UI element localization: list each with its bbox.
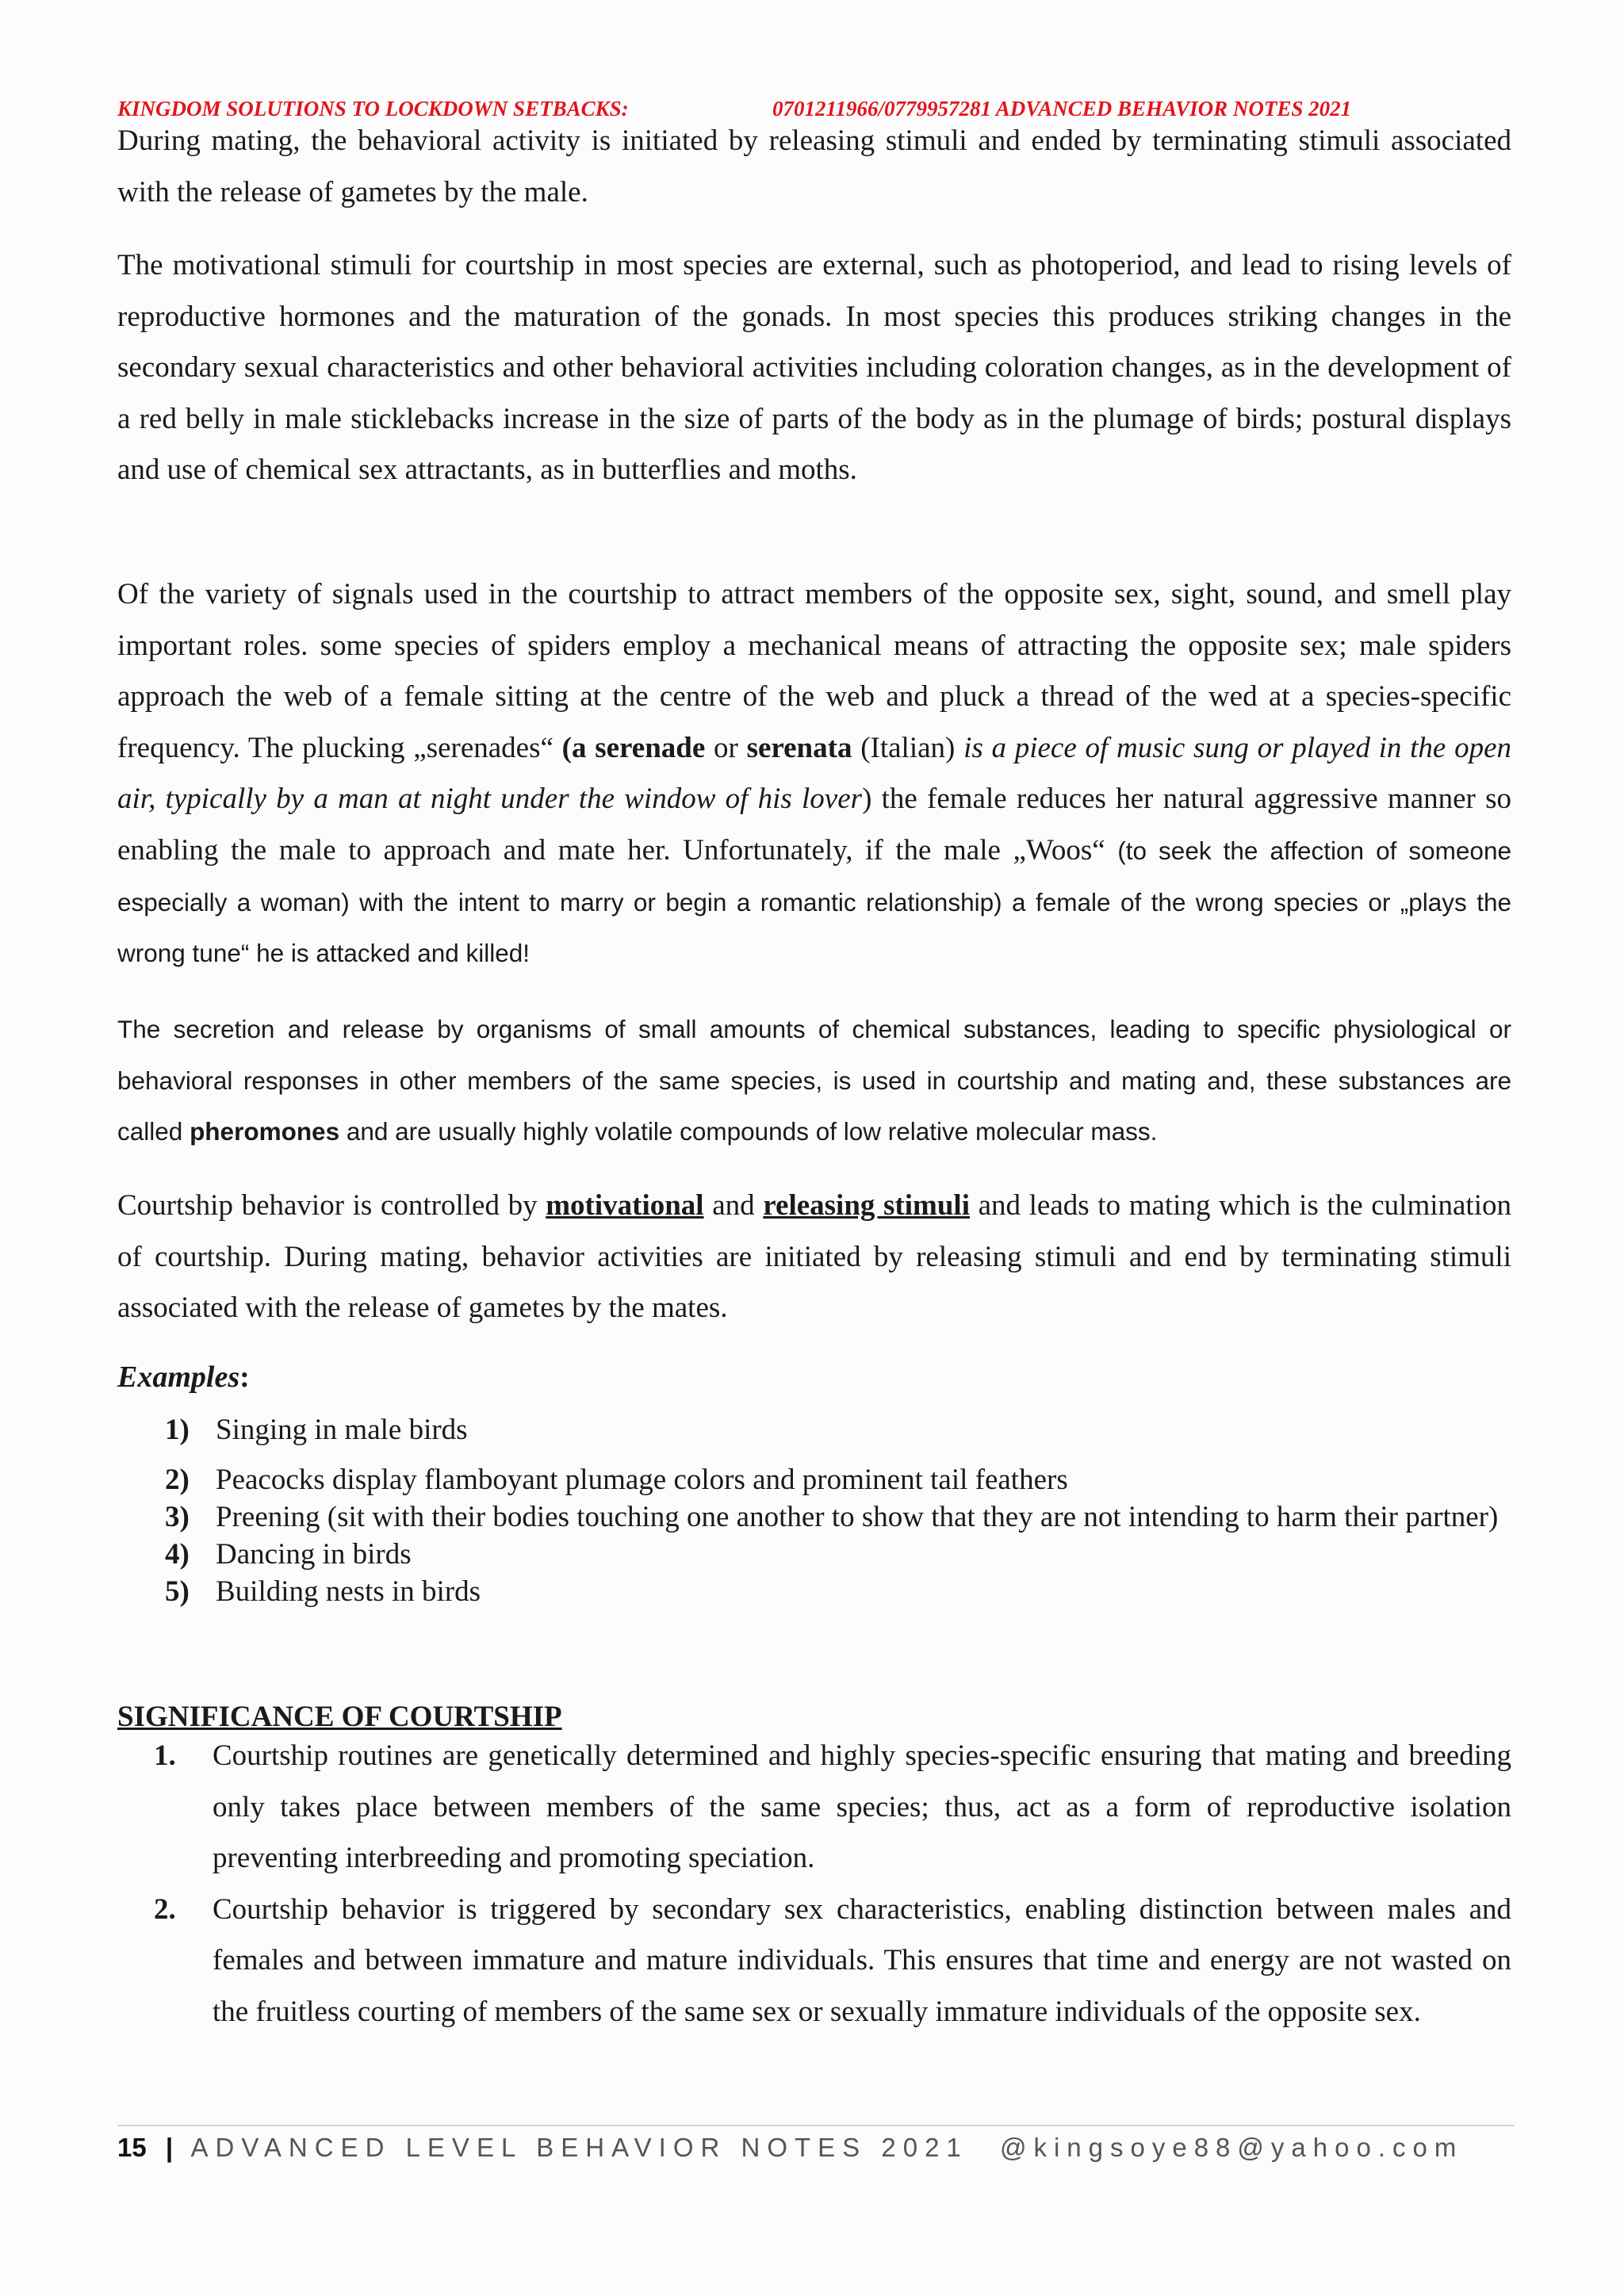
significance-heading: SIGNIFICANCE OF COURTSHIP: [117, 1701, 562, 1733]
paragraph-courtship-control: [117, 1181, 1511, 1334]
italian-text: (Italian): [852, 731, 964, 764]
control-continued: and leads to mating which is the culmination of courtship. During mating, behavior activities are initiated by releasing stimuli and end by terminating stimuli associated with the release of gametes by the mates.: [117, 1189, 1511, 1325]
header-contact: 0701211966/0779957281 ADVANCED BEHAVIOR NOTES 2021: [772, 97, 1352, 121]
list-number: 2): [165, 1464, 190, 1496]
serenade-term: (a serenade: [561, 731, 706, 764]
list-number: 1): [165, 1414, 190, 1446]
or-text: or: [705, 731, 747, 764]
header-title: KINGDOM SOLUTIONS TO LOCKDOWN SETBACKS:: [117, 97, 629, 121]
examples-heading: [117, 1360, 250, 1395]
pheromones-term: pheromones: [190, 1117, 340, 1146]
woos-definition: (to seek the affection of someone especially a woman) with the intent to marry or begin a romantic relationship) a female of the wrong species or „plays the wrong tune“ he is attacked and killed!: [117, 836, 1511, 968]
footer-title: ADVANCED LEVEL BEHAVIOR NOTES 2021: [190, 2133, 968, 2162]
motivational-term: motivational: [546, 1189, 704, 1222]
list-item: [165, 1573, 1513, 1610]
list-number: 4): [165, 1538, 190, 1571]
list-text: Dancing in birds: [216, 1538, 412, 1571]
list-item: [165, 1498, 1513, 1536]
list-item: [154, 1731, 1511, 1885]
examples-list: [165, 1411, 1513, 1610]
control-text: Courtship behavior is controlled by: [117, 1189, 546, 1222]
list-text: Courtship behavior is triggered by secondary sex characteristics, enabling distinction between males and females and between immature and mature individuals. This ensures that time and energy are not wasted on the fruitless courting of members of the same sex or sexually immature individuals of the opposite sex.: [213, 1892, 1511, 2028]
list-text: Building nests in birds: [216, 1575, 481, 1608]
paragraph-pheromones: [117, 1004, 1511, 1158]
serenade-definition: is a piece of music sung or played in the open air, typically by a man at night under the window of his lover: [117, 731, 1511, 816]
page-footer: [117, 2133, 1463, 2163]
signals-text: Of the variety of signals used in the courtship to attract members of the opposite sex, sight, sound, and smell play important roles. some species of spiders employ a mechanical means of attracting the opposite sex; male spiders approach the web of a female sitting at the centre of the web and pluck a thread of the wed at a species-specific frequency. The plucking „serenades“: [117, 578, 1511, 764]
list-number: 5): [165, 1575, 190, 1608]
footer-email: @kingsoye88@yahoo.com: [999, 2133, 1464, 2162]
signals-continued: ) the female reduces her natural aggressive manner so enabling the male to approach and mate her. Unfortunately, if the male „Woos“: [117, 783, 1512, 867]
releasing-stimuli-term: releasing stimuli: [763, 1189, 970, 1222]
and-text: and: [703, 1189, 764, 1222]
list-number: 1.: [154, 1739, 176, 1772]
list-item: [165, 1536, 1513, 1573]
pheromones-continued: and are usually highly volatile compounds of low relative molecular mass.: [339, 1117, 1158, 1146]
footer-divider: [117, 2125, 1515, 2126]
list-text: Peacocks display flamboyant plumage colors and prominent tail feathers: [216, 1464, 1068, 1496]
paragraph-motivational-stimuli: The motivational stimuli for courtship in most species are external, such as photoperiod, and lead to rising levels of reproductive hormones and the maturation of the gonads. In most species this produces striking changes in the secondary sexual characteristics and other behavioral activities including coloration changes, as in the development of a red belly in male sticklebacks increase in the size of parts of the body as in the plumage of birds; postural displays and use of chemical sex attractants, as in butterflies and moths.: [117, 249, 1511, 487]
page-number: 15: [117, 2133, 147, 2162]
serenata-term: serenata: [746, 731, 852, 764]
significance-list: [154, 1731, 1511, 2038]
list-item: [165, 1411, 1513, 1448]
footer-separator: |: [165, 2133, 174, 2162]
list-text: Singing in male birds: [216, 1414, 468, 1446]
list-item: [154, 1885, 1511, 2038]
list-item: [165, 1461, 1513, 1498]
paragraph-signals: [117, 569, 1511, 979]
list-number: 3): [165, 1501, 190, 1533]
examples-colon: :: [239, 1360, 250, 1394]
list-text: Courtship routines are genetically determined and highly species-specific ensuring that mating and breeding only takes place between members of the same species; thus, act as a form of reproductive isolation preventing interbreeding and promoting speciation.: [213, 1739, 1511, 1875]
examples-label: Examples: [117, 1360, 240, 1394]
list-text: Preening (sit with their bodies touching one another to show that they are not intending to harm their partner): [216, 1501, 1499, 1533]
pheromones-text: The secretion and release by organisms of small amounts of chemical substances, leading to specific physiological or behavioral responses in other members of the same species, is used in courtship and mating and, these substances are called: [117, 1015, 1511, 1146]
paragraph-mating: During mating, the behavioral activity is initiated by releasing stimuli and ended by terminating stimuli associated with the release of gametes by the male.: [117, 124, 1511, 209]
list-number: 2.: [154, 1892, 176, 1926]
